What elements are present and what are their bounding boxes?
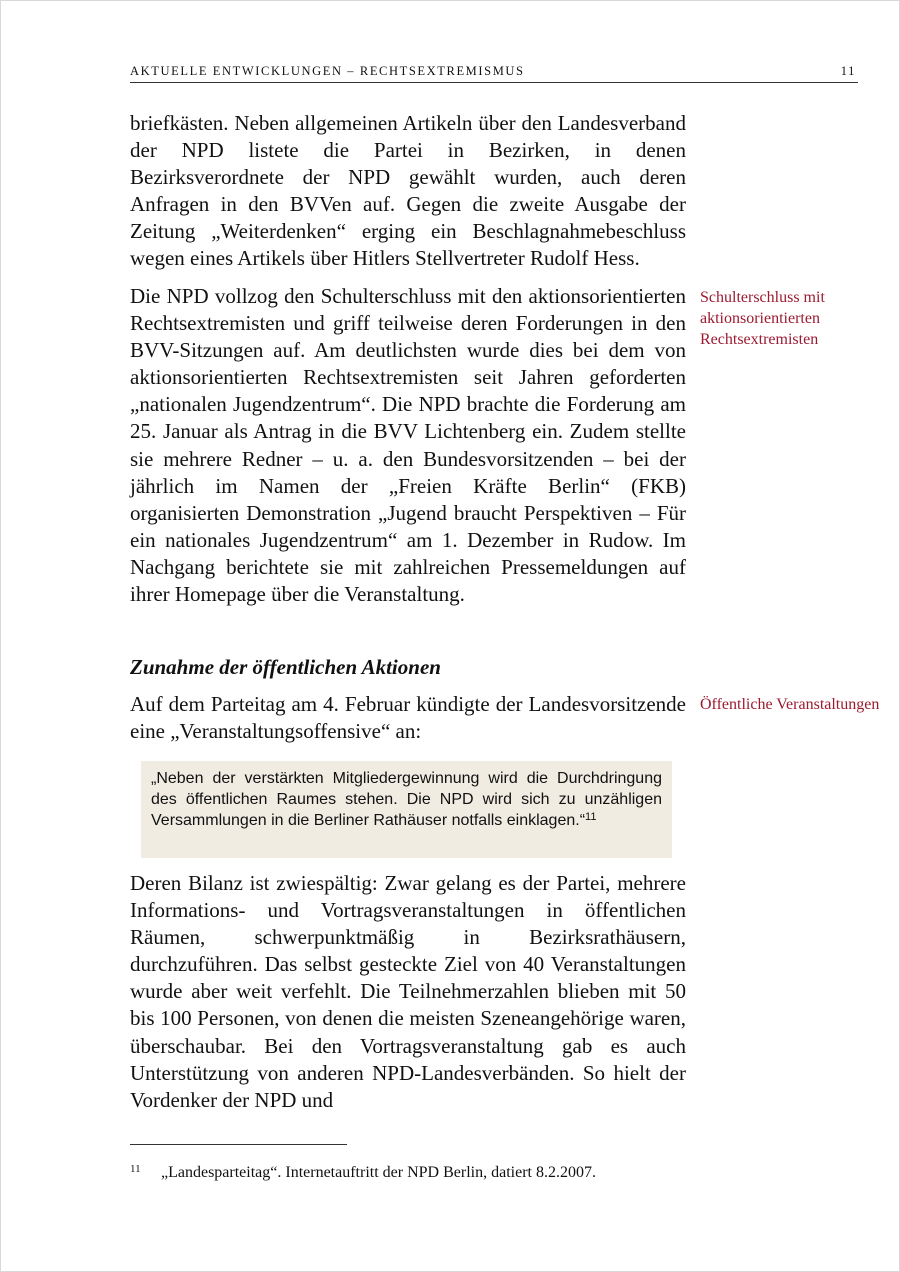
body-paragraph-1: briefkästen. Neben allgemeinen Artikeln über den Landesverband der NPD listete die Partei in Bezirken, in denen Bezirksverordnete der NPD gewählt wurden, auch deren Anfragen in den BVVen auf. Gegen die zweite Ausgabe der Zeitung „Weiterdenken“ erging ein Beschlagnahmebeschluss wegen eines Artikels über Hitlers Stellvertreter Rudolf Hess. — [130, 111, 686, 271]
section-heading: Zunahme der öffentlichen Aktionen — [130, 655, 441, 679]
page-number: 11 — [840, 64, 856, 78]
body-paragraph-3: Auf dem Parteitag am 4. Februar kündigte der Landesvorsitzende eine „Veranstaltungsoffensive“ an: — [130, 692, 686, 744]
footnote-divider — [130, 1144, 347, 1145]
header-title: AKTUELLE ENTWICKLUNGEN – RECHTSEXTREMISMUS — [130, 64, 525, 78]
quote-text: „Neben der verstärkten Mitgliedergewinnung wird die Durchdringung des öffentlichen Raumes stehen. Die NPD wird sich zu unzähligen Versammlungen in die Berliner Rathäuser notfalls einklagen.“ — [151, 770, 662, 829]
margin-note-veranstaltungen: Öffentliche Veranstaltungen — [700, 696, 880, 713]
quote-footnote-ref: 11 — [585, 811, 597, 823]
quote-box — [141, 761, 672, 858]
footnote-text: „Landesparteitag“. Internetauftritt der NPD Berlin, datiert 8.2.2007. — [161, 1164, 596, 1181]
footnote-number: 11 — [130, 1163, 141, 1175]
running-header — [130, 64, 858, 83]
body-paragraph-4: Deren Bilanz ist zwiespältig: Zwar gelang es der Partei, mehrere Informations- und Vortragsveranstaltungen in öffentlichen Räumen, schwerpunktmäßig in Bezirksrathäusern, durchzuführen. Das selbst gesteckte Ziel von 40 Veranstaltungen wurde aber weit verfehlt. Die Teilnehmerzahlen blieben mit 50 bis 100 Personen, von denen die meisten Szeneangehörige waren, überschaubar. Bei den Vortragsveranstaltung gab es auch Unterstützung von anderen NPD-Landesverbänden. So hielt der Vordenker der NPD und — [130, 871, 686, 1112]
margin-note-schulterschluss: Schulterschluss mit aktionsorientierten Rechtsextremisten — [700, 289, 825, 348]
body-paragraph-2: Die NPD vollzog den Schulterschluss mit den aktionsorientierten Rechtsextremisten und griff teilweise deren Forderungen in den BVV-Sitzungen auf. Am deutlichsten wurde dies bei dem von aktionsorientierten Rechtsextremisten seit Jahren geforderten „nationalen Jugendzentrum“. Die NPD brachte die Forderung am 25. Januar als Antrag in die BVV Lichtenberg ein. Zudem stellte sie mehrere Redner – u. a. den Bundesvorsitzenden – bei der jährlich im Namen der „Freien Kräfte Berlin“ (FKB) organisierten Demonstration „Jugend braucht Perspektiven – Für ein nationales Jugendzentrum“ am 1. Dezember in Rudow. Im Nachgang berichtete sie mit zahlreichen Pressemeldungen auf ihrer Homepage über die Veranstaltung. — [130, 284, 686, 607]
